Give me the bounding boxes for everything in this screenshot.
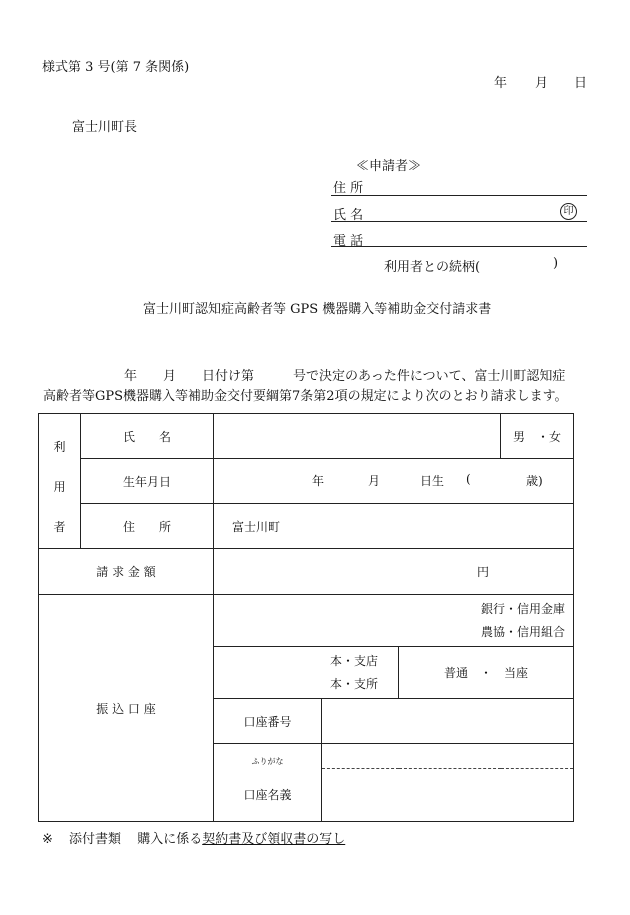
note-prefix: 購入に係る <box>137 832 203 847</box>
birth-year: 年 <box>312 474 325 488</box>
amount-label: 請 求 金 額 <box>39 549 214 595</box>
gender-select[interactable]: 男 ・女 <box>501 414 574 459</box>
document-title: 富士川町認知症高齢者等 GPS 機器購入等補助金交付請求書 <box>143 302 492 317</box>
bank-name-field[interactable] <box>214 595 574 647</box>
applicant-heading: ≪申請者≫ <box>356 159 422 174</box>
account-type-select[interactable]: 普通 ・ 当座 <box>399 647 574 699</box>
birth-day: 日生 <box>420 474 445 488</box>
account-number-field[interactable] <box>322 699 574 744</box>
applicant-phone-line[interactable] <box>331 246 587 247</box>
user-group-label <box>39 414 81 549</box>
furigana-label: ふりがな <box>214 744 322 769</box>
date-day: 日 <box>574 76 588 91</box>
claim-table <box>38 413 574 822</box>
applicant-name-line[interactable] <box>331 221 587 222</box>
birthdate-label: 生年月日 <box>81 459 214 504</box>
account-name-field[interactable] <box>322 769 574 822</box>
body-line-2: 高齢者等GPS機器購入等補助金交付要綱第7条第2項の規定により次のとおり請求します。 <box>43 389 568 404</box>
age-open: ( <box>466 472 471 486</box>
user-char-2: 用 <box>53 479 66 494</box>
branch-type-1: 本・支店 <box>329 653 378 668</box>
form-number: 様式第 3 号(第 7 条関係) <box>42 60 190 75</box>
note-mark: ※ <box>42 832 53 847</box>
user-address-label: 住 所 <box>81 504 214 549</box>
user-name-label: 氏 名 <box>81 414 214 459</box>
date-year: 年 <box>494 76 508 91</box>
bank-type-1: 銀行・信用金庫 <box>481 601 566 616</box>
age-close: 歳) <box>526 474 543 488</box>
addressee: 富士川町長 <box>72 120 138 135</box>
relation-label: 利用者との続柄( <box>384 260 481 275</box>
date-month: 月 <box>535 76 549 91</box>
bank-type-2: 農協・信用組合 <box>481 624 566 639</box>
user-address-field[interactable]: 富士川町 <box>214 504 574 549</box>
body-line-1: 年 月 日付け第 号で決定のあった件について、富士川町認知症 <box>124 369 566 384</box>
applicant-address-label: 住 所 <box>333 181 364 196</box>
note-underlined: 契約書及び領収書の写し <box>202 832 346 847</box>
account-number-label: 口座番号 <box>214 699 322 744</box>
seal-icon: 印 <box>560 203 577 220</box>
branch-field[interactable] <box>214 647 399 699</box>
birth-month: 月 <box>368 474 381 488</box>
footer-note <box>42 828 345 847</box>
user-char-3: 者 <box>53 519 66 534</box>
user-name-field[interactable] <box>214 414 501 459</box>
applicant-address-line[interactable] <box>331 195 587 196</box>
account-name-label: 口座名義 <box>214 769 322 822</box>
user-char-1: 利 <box>53 439 66 454</box>
applicant-name-label: 氏 名 <box>333 208 364 223</box>
furigana-field[interactable] <box>322 744 574 769</box>
transfer-account-label: 振 込 口 座 <box>39 595 214 822</box>
note-label: 添付書類 <box>69 832 122 847</box>
relation-close: ) <box>553 256 559 271</box>
birthdate-field[interactable] <box>214 459 574 504</box>
amount-field[interactable]: 円 <box>214 549 574 595</box>
applicant-phone-label: 電 話 <box>333 234 364 249</box>
branch-type-2: 本・支所 <box>329 676 378 691</box>
